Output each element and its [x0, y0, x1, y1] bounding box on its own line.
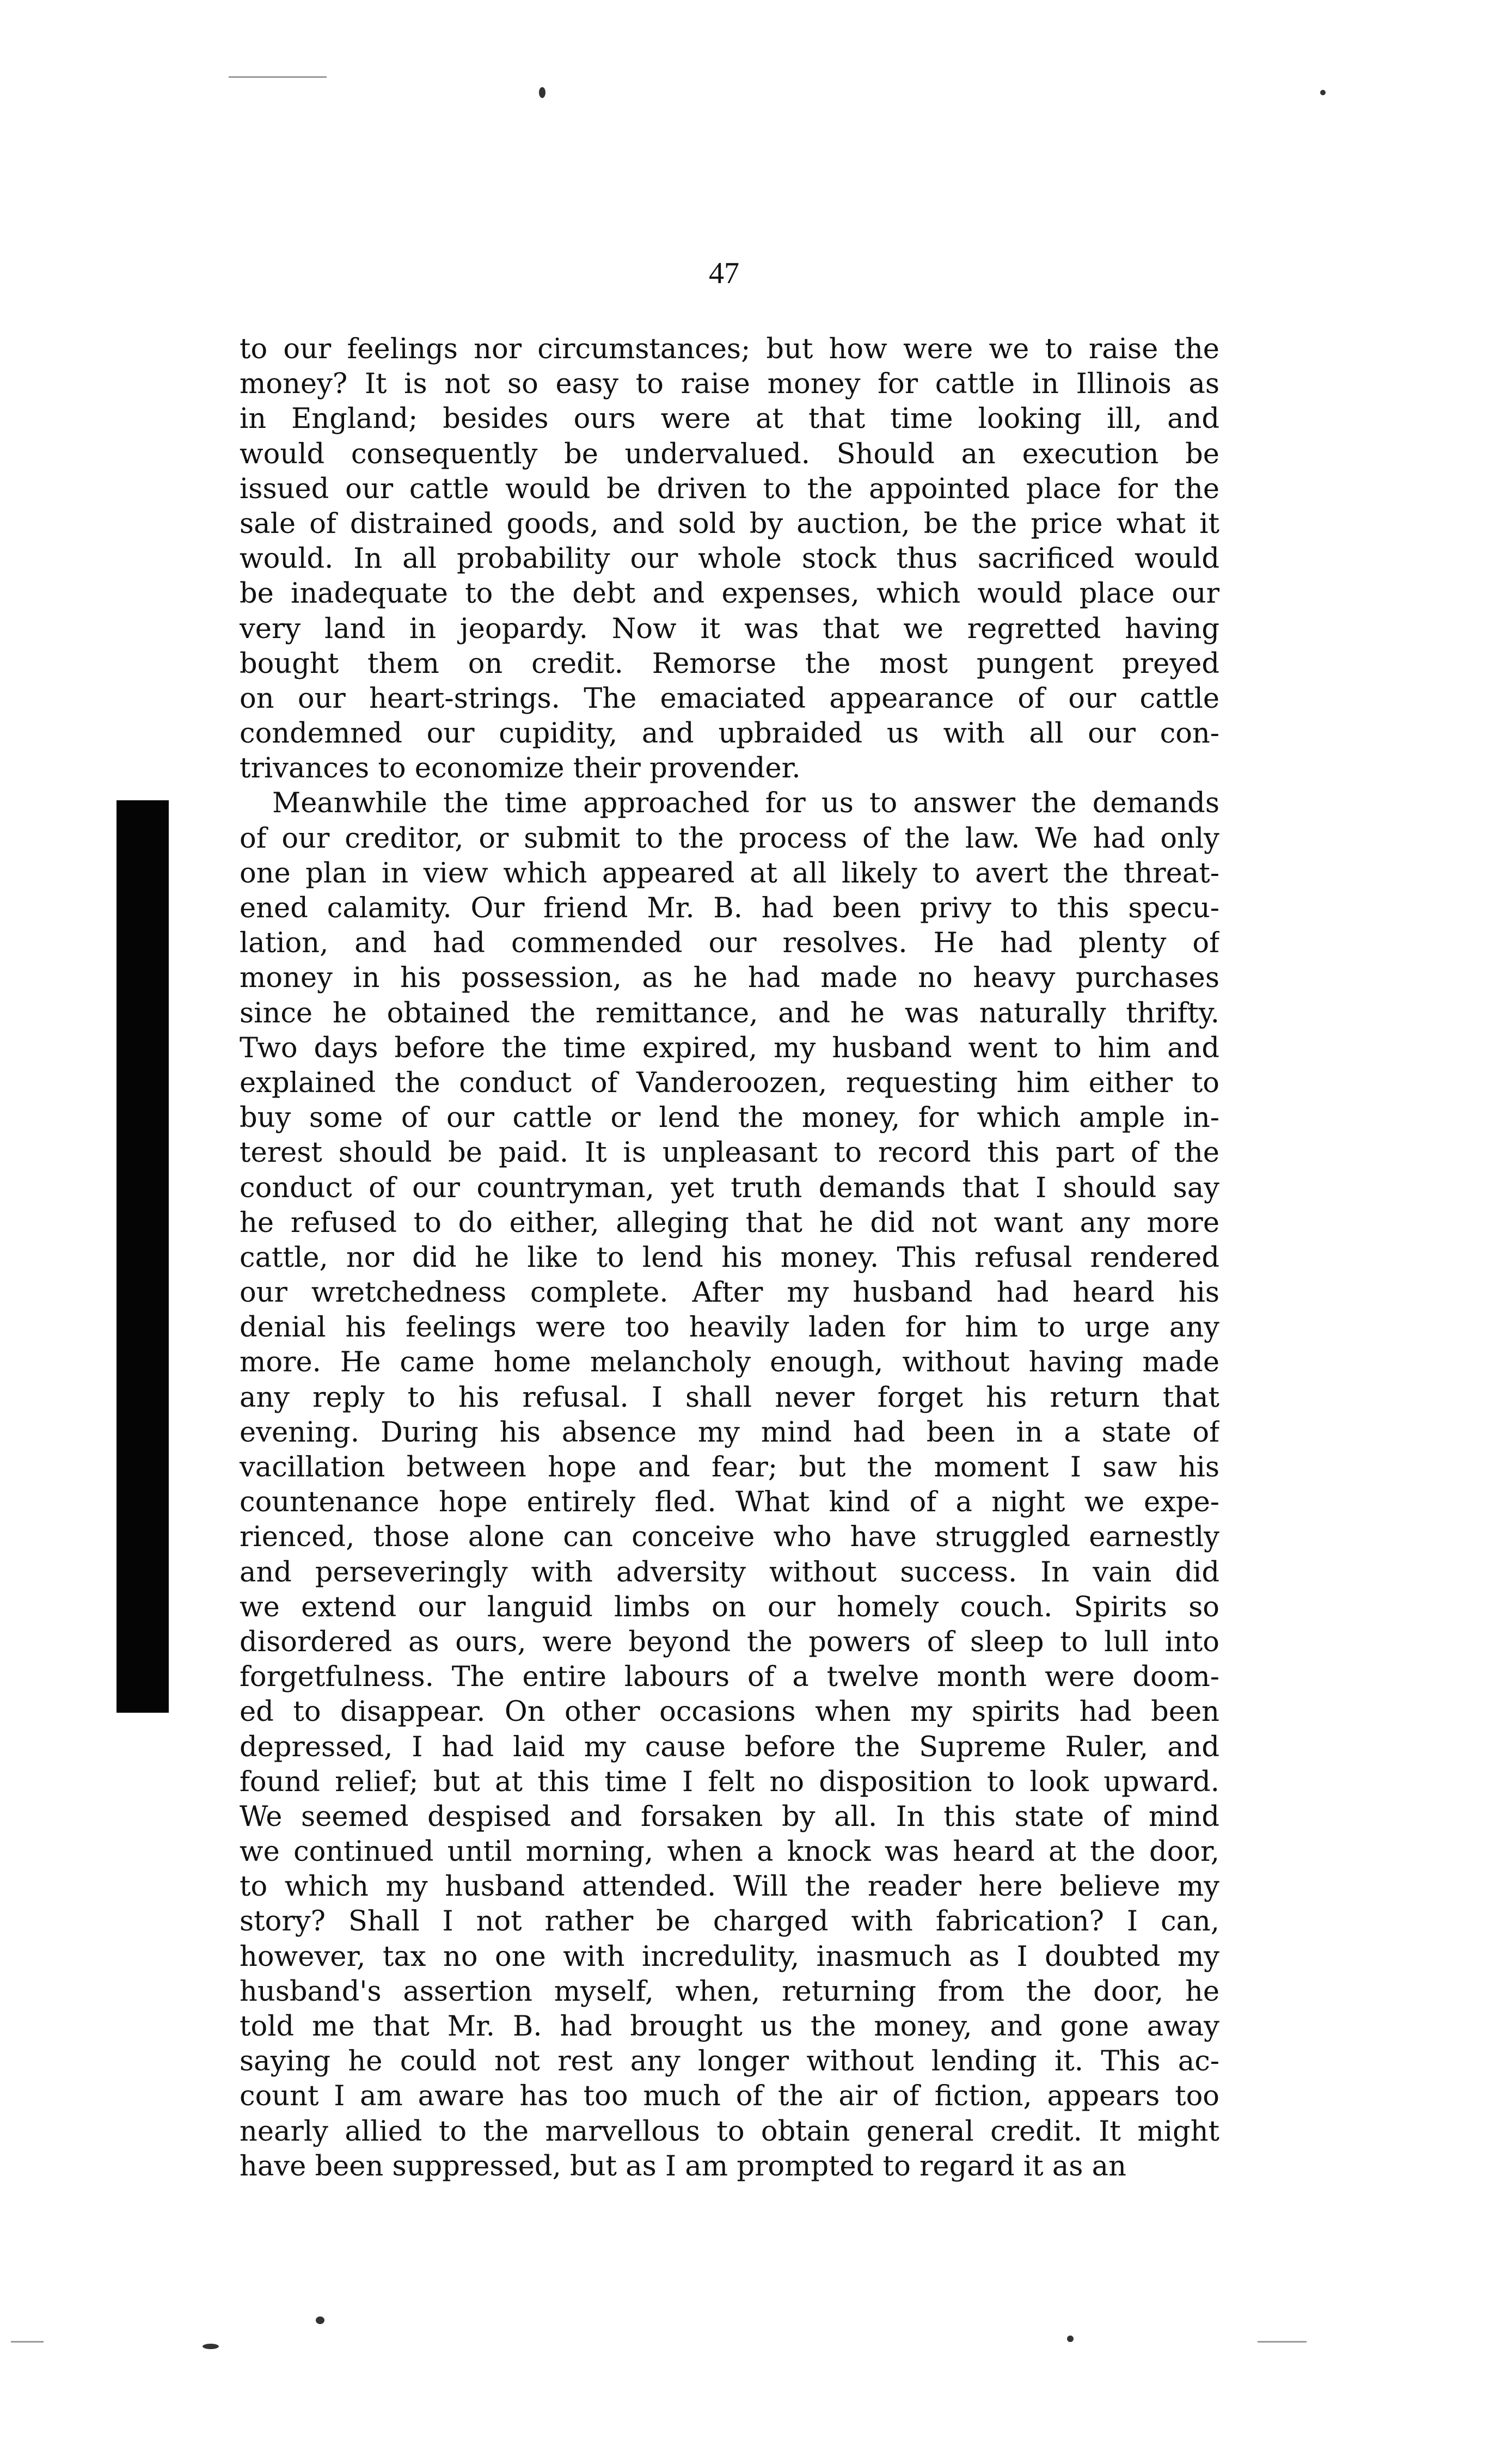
scan-speck [1067, 2336, 1074, 2342]
text-line: we extend our languid limbs on our homely couch. Spirits so [240, 1591, 1219, 1623]
text-line: found relief; but at this time I felt no disposition to look upward. [240, 1766, 1219, 1798]
text-line: nearly allied to the marvellous to obtain general credit. It might [240, 2115, 1219, 2148]
text-line: to which my husband attended. Will the reader here believe my [240, 1871, 1219, 1903]
text-line: to our feelings nor circumstances; but how were we to raise the [240, 333, 1219, 365]
text-line: condemned our cupidity, and upbraided us with all our con- [240, 718, 1219, 750]
text-line: in England; besides ours were at that time looking ill, and [240, 403, 1219, 436]
text-line: cattle, nor did he like to lend his money. This refusal rendered [240, 1241, 1219, 1274]
text-line: We seemed despised and forsaken by all. In this state of mind [240, 1800, 1219, 1833]
text-line: however, tax no one with incredulity, inasmuch as I doubted my [240, 1940, 1219, 1973]
paragraph [240, 786, 1219, 2184]
text-line: and perseveringly with adversity without success. In vain did [240, 1556, 1219, 1589]
text-line: Meanwhile the time approached for us to answer the demands [272, 787, 1219, 820]
text-line: husband's assertion myself, when, returning from the door, he [240, 1975, 1219, 2008]
text-line: conduct of our countryman, yet truth demands that I should say [240, 1172, 1219, 1204]
text-line: countenance hope entirely fled. What kind of a night we expe- [240, 1486, 1219, 1519]
text-line: explained the conduct of Vanderoozen, requesting him either to [240, 1066, 1219, 1099]
scan-mark [1258, 2341, 1307, 2343]
text-line: evening. During his absence my mind had been in a state of [240, 1416, 1219, 1449]
text-line: we continued until morning, when a knock was heard at the door, [240, 1836, 1219, 1868]
text-line: on our heart-strings. The emaciated appearance of our cattle [240, 682, 1219, 715]
text-line: forgetfulness. The entire labours of a twelve month were doom- [240, 1661, 1219, 1694]
scan-speck [316, 2316, 324, 2324]
scan-mark [11, 2341, 44, 2343]
text-line: sale of distrained goods, and sold by auction, be the price what it [240, 507, 1219, 540]
text-line: vacillation between hope and fear; but the moment I saw his [240, 1451, 1219, 1484]
text-line: one plan in view which appeared at all likely to avert the threat- [240, 857, 1219, 890]
scan-speck [203, 2344, 219, 2349]
text-line: count I am aware has too much of the air of fiction, appears too [240, 2080, 1219, 2113]
paragraph [240, 332, 1219, 786]
text-line: would consequently be undervalued. Should an execution be [240, 438, 1219, 470]
text-line: depressed, I had laid my cause before the Supreme Ruler, and [240, 1731, 1219, 1763]
text-line: since he obtained the remittance, and he was naturally thrifty. [240, 997, 1219, 1029]
scan-mark [229, 76, 327, 78]
page-number: 47 [709, 256, 739, 290]
text-line: our wretchedness complete. After my husband had heard his [240, 1277, 1219, 1309]
text-line: any reply to his refusal. I shall never forget his return that [240, 1381, 1219, 1414]
text-line: told me that Mr. B. had brought us the money, and gone away [240, 2011, 1219, 2043]
text-line: bought them on credit. Remorse the most pungent preyed [240, 647, 1219, 680]
text-line: have been suppressed, but as I am prompted to regard it as an [240, 2150, 1126, 2183]
text-line: denial his feelings were too heavily laden for him to urge any [240, 1311, 1219, 1344]
text-line: very land in jeopardy. Now it was that we regretted having [240, 612, 1219, 645]
text-line: trivances to economize their provender. [240, 752, 801, 785]
text-line: lation, and had commended our resolves. He had plenty of [240, 927, 1219, 960]
text-line: money? It is not so easy to raise money for cattle in Illinois as [240, 368, 1219, 401]
text-line: buy some of our cattle or lend the money, for which ample in- [240, 1102, 1219, 1135]
text-line: Two days before the time expired, my husband went to him and [240, 1032, 1219, 1064]
scan-speck [539, 87, 545, 98]
text-line: issued our cattle would be driven to the appointed place for the [240, 473, 1219, 505]
body-text [240, 332, 1219, 2184]
text-line: he refused to do either, alleging that he did not want any more [240, 1206, 1219, 1239]
text-line: would. In all probability our whole stock thus sacrificed would [240, 543, 1219, 575]
text-line: money in his possession, as he had made no heavy purchases [240, 962, 1219, 995]
scan-speck [1320, 90, 1326, 95]
text-line: saying he could not rest any longer without lending it. This ac- [240, 2045, 1219, 2078]
text-line: of our creditor, or submit to the process of the law. We had only [240, 822, 1219, 855]
text-line: story? Shall I not rather be charged with fabrication? I can, [240, 1905, 1219, 1938]
text-line: disordered as ours, were beyond the powers of sleep to lull into [240, 1626, 1219, 1658]
binding-shadow [117, 800, 169, 1713]
text-line: rienced, those alone can conceive who have struggled earnestly [240, 1521, 1219, 1554]
text-line: ed to disappear. On other occasions when my spirits had been [240, 1696, 1219, 1729]
text-line: be inadequate to the debt and expenses, which would place our [240, 578, 1219, 610]
text-line: ened calamity. Our friend Mr. B. had been privy to this specu- [240, 892, 1219, 924]
text-line: more. He came home melancholy enough, without having made [240, 1346, 1219, 1379]
text-line: terest should be paid. It is unpleasant to record this part of the [240, 1137, 1219, 1169]
